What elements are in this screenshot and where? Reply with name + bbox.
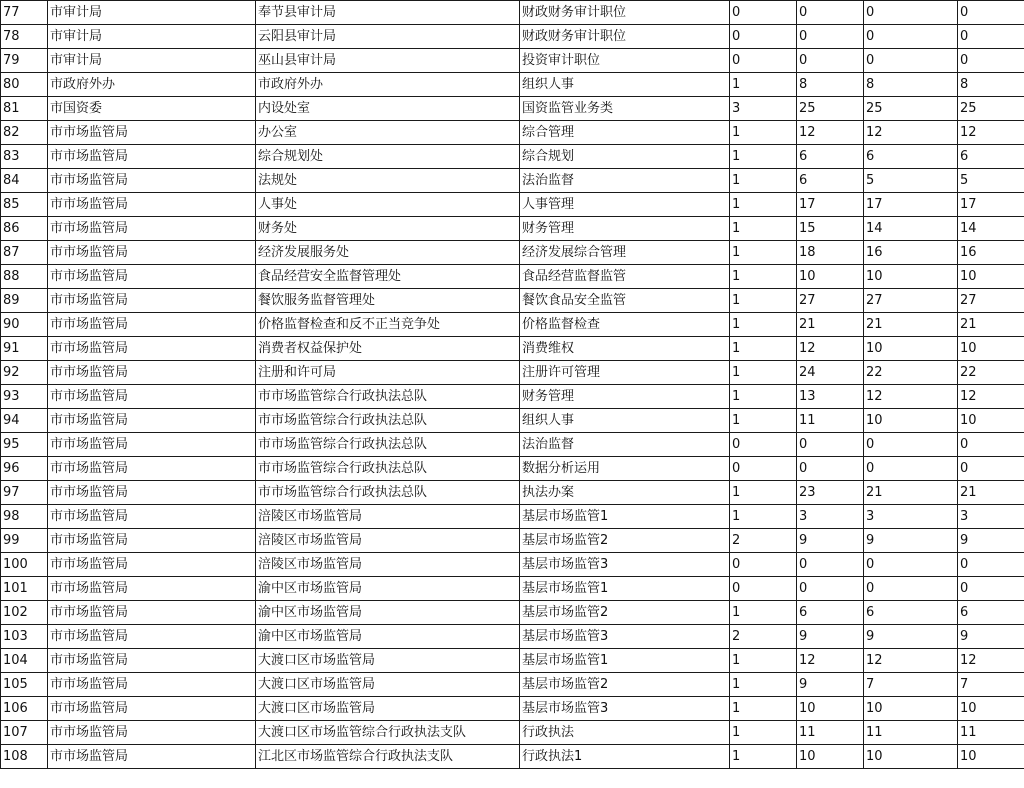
- unit-cell: 餐饮服务监督管理处: [256, 289, 520, 313]
- quota-cell: 1: [730, 697, 797, 721]
- qualified-cell: 27: [864, 289, 958, 313]
- paid-cell: 21: [958, 481, 1024, 505]
- position-cell: 基层市场监管2: [520, 673, 730, 697]
- department-cell: 市市场监管局: [48, 265, 256, 289]
- unit-cell: 财务处: [256, 217, 520, 241]
- qualified-cell: 12: [864, 121, 958, 145]
- quota-cell: 1: [730, 241, 797, 265]
- position-cell: 基层市场监管3: [520, 697, 730, 721]
- applicants-cell: 9: [797, 529, 864, 553]
- table-row: [1, 505, 1024, 529]
- quota-cell: 3: [730, 97, 797, 121]
- qualified-cell: 14: [864, 217, 958, 241]
- table-row: [1, 289, 1024, 313]
- qualified-cell: 10: [864, 409, 958, 433]
- applicants-cell: 6: [797, 169, 864, 193]
- department-cell: 市市场监管局: [48, 553, 256, 577]
- table-row: [1, 361, 1024, 385]
- department-cell: 市市场监管局: [48, 457, 256, 481]
- paid-cell: 6: [958, 601, 1024, 625]
- applicants-cell: 3: [797, 505, 864, 529]
- paid-cell: 27: [958, 289, 1024, 313]
- row-number: 81: [1, 97, 48, 121]
- applicants-cell: 9: [797, 625, 864, 649]
- department-cell: 市市场监管局: [48, 673, 256, 697]
- paid-cell: 0: [958, 457, 1024, 481]
- position-cell: 数据分析运用: [520, 457, 730, 481]
- applicants-cell: 0: [797, 1, 864, 25]
- qualified-cell: 12: [864, 385, 958, 409]
- unit-cell: 食品经营安全监督管理处: [256, 265, 520, 289]
- quota-cell: 1: [730, 289, 797, 313]
- table-row: [1, 433, 1024, 457]
- qualified-cell: 16: [864, 241, 958, 265]
- row-number: 106: [1, 697, 48, 721]
- row-number: 91: [1, 337, 48, 361]
- department-cell: 市政府外办: [48, 73, 256, 97]
- position-cell: 财政财务审计职位: [520, 1, 730, 25]
- row-number: 88: [1, 265, 48, 289]
- unit-cell: 价格监督检查和反不正当竞争处: [256, 313, 520, 337]
- qualified-cell: 0: [864, 577, 958, 601]
- department-cell: 市市场监管局: [48, 721, 256, 745]
- row-number: 92: [1, 361, 48, 385]
- quota-cell: 0: [730, 577, 797, 601]
- department-cell: 市市场监管局: [48, 241, 256, 265]
- position-cell: 行政执法1: [520, 745, 730, 769]
- paid-cell: 12: [958, 121, 1024, 145]
- unit-cell: 渝中区市场监管局: [256, 625, 520, 649]
- table-row: [1, 97, 1024, 121]
- position-cell: 综合管理: [520, 121, 730, 145]
- department-cell: 市市场监管局: [48, 337, 256, 361]
- position-cell: 综合规划: [520, 145, 730, 169]
- unit-cell: 云阳县审计局: [256, 25, 520, 49]
- quota-cell: 0: [730, 553, 797, 577]
- department-cell: 市市场监管局: [48, 505, 256, 529]
- quota-cell: 1: [730, 721, 797, 745]
- table-row: [1, 457, 1024, 481]
- position-cell: 基层市场监管1: [520, 577, 730, 601]
- row-number: 90: [1, 313, 48, 337]
- position-cell: 组织人事: [520, 73, 730, 97]
- unit-cell: 巫山县审计局: [256, 49, 520, 73]
- position-cell: 组织人事: [520, 409, 730, 433]
- paid-cell: 0: [958, 49, 1024, 73]
- row-number: 97: [1, 481, 48, 505]
- unit-cell: 涪陵区市场监管局: [256, 529, 520, 553]
- qualified-cell: 21: [864, 481, 958, 505]
- qualified-cell: 25: [864, 97, 958, 121]
- row-number: 93: [1, 385, 48, 409]
- quota-cell: 0: [730, 457, 797, 481]
- row-number: 103: [1, 625, 48, 649]
- applicants-cell: 13: [797, 385, 864, 409]
- row-number: 77: [1, 1, 48, 25]
- row-number: 108: [1, 745, 48, 769]
- department-cell: 市市场监管局: [48, 745, 256, 769]
- table-row: [1, 481, 1024, 505]
- qualified-cell: 0: [864, 553, 958, 577]
- position-cell: 投资审计职位: [520, 49, 730, 73]
- applicants-cell: 17: [797, 193, 864, 217]
- unit-cell: 市市场监管综合行政执法总队: [256, 457, 520, 481]
- paid-cell: 3: [958, 505, 1024, 529]
- paid-cell: 10: [958, 337, 1024, 361]
- table-row: [1, 121, 1024, 145]
- paid-cell: 10: [958, 697, 1024, 721]
- unit-cell: 大渡口区市场监管局: [256, 649, 520, 673]
- table-row: [1, 409, 1024, 433]
- department-cell: 市市场监管局: [48, 625, 256, 649]
- department-cell: 市市场监管局: [48, 121, 256, 145]
- table-row: [1, 313, 1024, 337]
- unit-cell: 大渡口区市场监管局: [256, 697, 520, 721]
- department-cell: 市市场监管局: [48, 409, 256, 433]
- department-cell: 市市场监管局: [48, 145, 256, 169]
- quota-cell: 1: [730, 313, 797, 337]
- department-cell: 市市场监管局: [48, 649, 256, 673]
- unit-cell: 涪陵区市场监管局: [256, 553, 520, 577]
- applicants-cell: 10: [797, 745, 864, 769]
- qualified-cell: 0: [864, 433, 958, 457]
- position-cell: 食品经营监督监管: [520, 265, 730, 289]
- quota-cell: 1: [730, 649, 797, 673]
- paid-cell: 14: [958, 217, 1024, 241]
- department-cell: 市审计局: [48, 1, 256, 25]
- applicants-cell: 25: [797, 97, 864, 121]
- applicants-cell: 23: [797, 481, 864, 505]
- applicants-cell: 21: [797, 313, 864, 337]
- applicants-cell: 0: [797, 433, 864, 457]
- department-cell: 市市场监管局: [48, 289, 256, 313]
- unit-cell: 市政府外办: [256, 73, 520, 97]
- position-cell: 价格监督检查: [520, 313, 730, 337]
- row-number: 101: [1, 577, 48, 601]
- position-cell: 基层市场监管2: [520, 529, 730, 553]
- paid-cell: 10: [958, 745, 1024, 769]
- department-cell: 市市场监管局: [48, 313, 256, 337]
- qualified-cell: 10: [864, 745, 958, 769]
- qualified-cell: 6: [864, 145, 958, 169]
- position-cell: 行政执法: [520, 721, 730, 745]
- unit-cell: 人事处: [256, 193, 520, 217]
- department-cell: 市市场监管局: [48, 385, 256, 409]
- paid-cell: 0: [958, 25, 1024, 49]
- position-cell: 人事管理: [520, 193, 730, 217]
- department-cell: 市市场监管局: [48, 433, 256, 457]
- paid-cell: 12: [958, 649, 1024, 673]
- table-row: [1, 337, 1024, 361]
- position-cell: 法治监督: [520, 169, 730, 193]
- table-row: [1, 649, 1024, 673]
- quota-cell: 1: [730, 169, 797, 193]
- row-number: 89: [1, 289, 48, 313]
- row-number: 87: [1, 241, 48, 265]
- unit-cell: 大渡口区市场监管局: [256, 673, 520, 697]
- row-number: 107: [1, 721, 48, 745]
- applicants-cell: 0: [797, 457, 864, 481]
- qualified-cell: 8: [864, 73, 958, 97]
- applicants-cell: 6: [797, 601, 864, 625]
- applicants-cell: 10: [797, 265, 864, 289]
- table-row: [1, 553, 1024, 577]
- department-cell: 市市场监管局: [48, 193, 256, 217]
- qualified-cell: 0: [864, 1, 958, 25]
- applicants-cell: 0: [797, 553, 864, 577]
- paid-cell: 10: [958, 409, 1024, 433]
- quota-cell: 1: [730, 385, 797, 409]
- applicants-cell: 0: [797, 49, 864, 73]
- paid-cell: 7: [958, 673, 1024, 697]
- table-row: [1, 169, 1024, 193]
- position-cell: 经济发展综合管理: [520, 241, 730, 265]
- applicants-cell: 0: [797, 577, 864, 601]
- quota-cell: 0: [730, 49, 797, 73]
- department-cell: 市审计局: [48, 49, 256, 73]
- applicants-cell: 12: [797, 649, 864, 673]
- table-row: [1, 49, 1024, 73]
- position-cell: 财务管理: [520, 217, 730, 241]
- paid-cell: 12: [958, 385, 1024, 409]
- quota-cell: 1: [730, 673, 797, 697]
- position-cell: 法治监督: [520, 433, 730, 457]
- position-cell: 基层市场监管3: [520, 553, 730, 577]
- department-cell: 市市场监管局: [48, 601, 256, 625]
- table-row: [1, 577, 1024, 601]
- department-cell: 市市场监管局: [48, 361, 256, 385]
- qualified-cell: 10: [864, 697, 958, 721]
- unit-cell: 内设处室: [256, 97, 520, 121]
- unit-cell: 大渡口区市场监管综合行政执法支队: [256, 721, 520, 745]
- row-number: 105: [1, 673, 48, 697]
- unit-cell: 渝中区市场监管局: [256, 577, 520, 601]
- qualified-cell: 0: [864, 457, 958, 481]
- quota-cell: 1: [730, 505, 797, 529]
- unit-cell: 市市场监管综合行政执法总队: [256, 385, 520, 409]
- applicants-cell: 0: [797, 25, 864, 49]
- quota-cell: 1: [730, 745, 797, 769]
- quota-cell: 0: [730, 1, 797, 25]
- row-number: 79: [1, 49, 48, 73]
- paid-cell: 9: [958, 625, 1024, 649]
- position-cell: 财务管理: [520, 385, 730, 409]
- row-number: 99: [1, 529, 48, 553]
- position-cell: 基层市场监管2: [520, 601, 730, 625]
- unit-cell: 经济发展服务处: [256, 241, 520, 265]
- qualified-cell: 0: [864, 25, 958, 49]
- unit-cell: 江北区市场监管综合行政执法支队: [256, 745, 520, 769]
- qualified-cell: 11: [864, 721, 958, 745]
- department-cell: 市审计局: [48, 25, 256, 49]
- position-cell: 国资监管业务类: [520, 97, 730, 121]
- department-cell: 市市场监管局: [48, 169, 256, 193]
- row-number: 102: [1, 601, 48, 625]
- position-cell: 基层市场监管3: [520, 625, 730, 649]
- qualified-cell: 12: [864, 649, 958, 673]
- table-row: [1, 745, 1024, 769]
- table-row: [1, 73, 1024, 97]
- position-cell: 注册许可管理: [520, 361, 730, 385]
- row-number: 85: [1, 193, 48, 217]
- paid-cell: 5: [958, 169, 1024, 193]
- paid-cell: 6: [958, 145, 1024, 169]
- quota-cell: 1: [730, 265, 797, 289]
- table-row: [1, 241, 1024, 265]
- qualified-cell: 5: [864, 169, 958, 193]
- table-row: [1, 697, 1024, 721]
- paid-cell: 0: [958, 433, 1024, 457]
- applicants-cell: 11: [797, 409, 864, 433]
- quota-cell: 0: [730, 25, 797, 49]
- table-body: [1, 1, 1024, 769]
- quota-cell: 2: [730, 625, 797, 649]
- applicants-cell: 24: [797, 361, 864, 385]
- row-number: 84: [1, 169, 48, 193]
- table-row: [1, 625, 1024, 649]
- paid-cell: 10: [958, 265, 1024, 289]
- quota-cell: 1: [730, 121, 797, 145]
- table-row: [1, 145, 1024, 169]
- paid-cell: 21: [958, 313, 1024, 337]
- qualified-cell: 7: [864, 673, 958, 697]
- position-cell: 基层市场监管1: [520, 505, 730, 529]
- unit-cell: 法规处: [256, 169, 520, 193]
- quota-cell: 0: [730, 433, 797, 457]
- unit-cell: 消费者权益保护处: [256, 337, 520, 361]
- row-number: 78: [1, 25, 48, 49]
- paid-cell: 0: [958, 577, 1024, 601]
- quota-cell: 1: [730, 337, 797, 361]
- quota-cell: 1: [730, 73, 797, 97]
- qualified-cell: 3: [864, 505, 958, 529]
- qualified-cell: 17: [864, 193, 958, 217]
- applicants-cell: 12: [797, 337, 864, 361]
- applicants-cell: 10: [797, 697, 864, 721]
- department-cell: 市市场监管局: [48, 529, 256, 553]
- paid-cell: 9: [958, 529, 1024, 553]
- applicants-cell: 15: [797, 217, 864, 241]
- paid-cell: 0: [958, 1, 1024, 25]
- row-number: 94: [1, 409, 48, 433]
- unit-cell: 市市场监管综合行政执法总队: [256, 481, 520, 505]
- department-cell: 市国资委: [48, 97, 256, 121]
- table-row: [1, 673, 1024, 697]
- row-number: 100: [1, 553, 48, 577]
- unit-cell: 办公室: [256, 121, 520, 145]
- quota-cell: 1: [730, 409, 797, 433]
- row-number: 83: [1, 145, 48, 169]
- paid-cell: 16: [958, 241, 1024, 265]
- quota-cell: 2: [730, 529, 797, 553]
- quota-cell: 1: [730, 481, 797, 505]
- table-row: [1, 265, 1024, 289]
- position-cell: 执法办案: [520, 481, 730, 505]
- quota-cell: 1: [730, 601, 797, 625]
- unit-cell: 市市场监管综合行政执法总队: [256, 433, 520, 457]
- unit-cell: 涪陵区市场监管局: [256, 505, 520, 529]
- qualified-cell: 10: [864, 265, 958, 289]
- position-cell: 财政财务审计职位: [520, 25, 730, 49]
- quota-cell: 1: [730, 217, 797, 241]
- row-number: 86: [1, 217, 48, 241]
- table-row: [1, 217, 1024, 241]
- quota-cell: 1: [730, 193, 797, 217]
- table-row: [1, 529, 1024, 553]
- quota-cell: 1: [730, 361, 797, 385]
- table-row: [1, 1, 1024, 25]
- table-row: [1, 601, 1024, 625]
- unit-cell: 注册和许可局: [256, 361, 520, 385]
- position-cell: 餐饮食品安全监管: [520, 289, 730, 313]
- table-row: [1, 25, 1024, 49]
- qualified-cell: 6: [864, 601, 958, 625]
- applicants-cell: 18: [797, 241, 864, 265]
- unit-cell: 综合规划处: [256, 145, 520, 169]
- paid-cell: 11: [958, 721, 1024, 745]
- department-cell: 市市场监管局: [48, 481, 256, 505]
- quota-cell: 1: [730, 145, 797, 169]
- paid-cell: 0: [958, 553, 1024, 577]
- paid-cell: 17: [958, 193, 1024, 217]
- qualified-cell: 9: [864, 529, 958, 553]
- department-cell: 市市场监管局: [48, 577, 256, 601]
- unit-cell: 奉节县审计局: [256, 1, 520, 25]
- applicants-cell: 12: [797, 121, 864, 145]
- department-cell: 市市场监管局: [48, 697, 256, 721]
- row-number: 104: [1, 649, 48, 673]
- table-row: [1, 193, 1024, 217]
- applicants-cell: 9: [797, 673, 864, 697]
- paid-cell: 25: [958, 97, 1024, 121]
- table-row: [1, 385, 1024, 409]
- row-number: 95: [1, 433, 48, 457]
- qualified-cell: 10: [864, 337, 958, 361]
- qualified-cell: 21: [864, 313, 958, 337]
- unit-cell: 渝中区市场监管局: [256, 601, 520, 625]
- row-number: 82: [1, 121, 48, 145]
- department-cell: 市市场监管局: [48, 217, 256, 241]
- row-number: 80: [1, 73, 48, 97]
- qualified-cell: 9: [864, 625, 958, 649]
- row-number: 98: [1, 505, 48, 529]
- applicants-cell: 27: [797, 289, 864, 313]
- applicants-cell: 6: [797, 145, 864, 169]
- qualified-cell: 22: [864, 361, 958, 385]
- applicants-cell: 8: [797, 73, 864, 97]
- position-cell: 消费维权: [520, 337, 730, 361]
- row-number: 96: [1, 457, 48, 481]
- unit-cell: 市市场监管综合行政执法总队: [256, 409, 520, 433]
- paid-cell: 8: [958, 73, 1024, 97]
- table-row: [1, 721, 1024, 745]
- applicants-cell: 11: [797, 721, 864, 745]
- paid-cell: 22: [958, 361, 1024, 385]
- position-cell: 基层市场监管1: [520, 649, 730, 673]
- qualified-cell: 0: [864, 49, 958, 73]
